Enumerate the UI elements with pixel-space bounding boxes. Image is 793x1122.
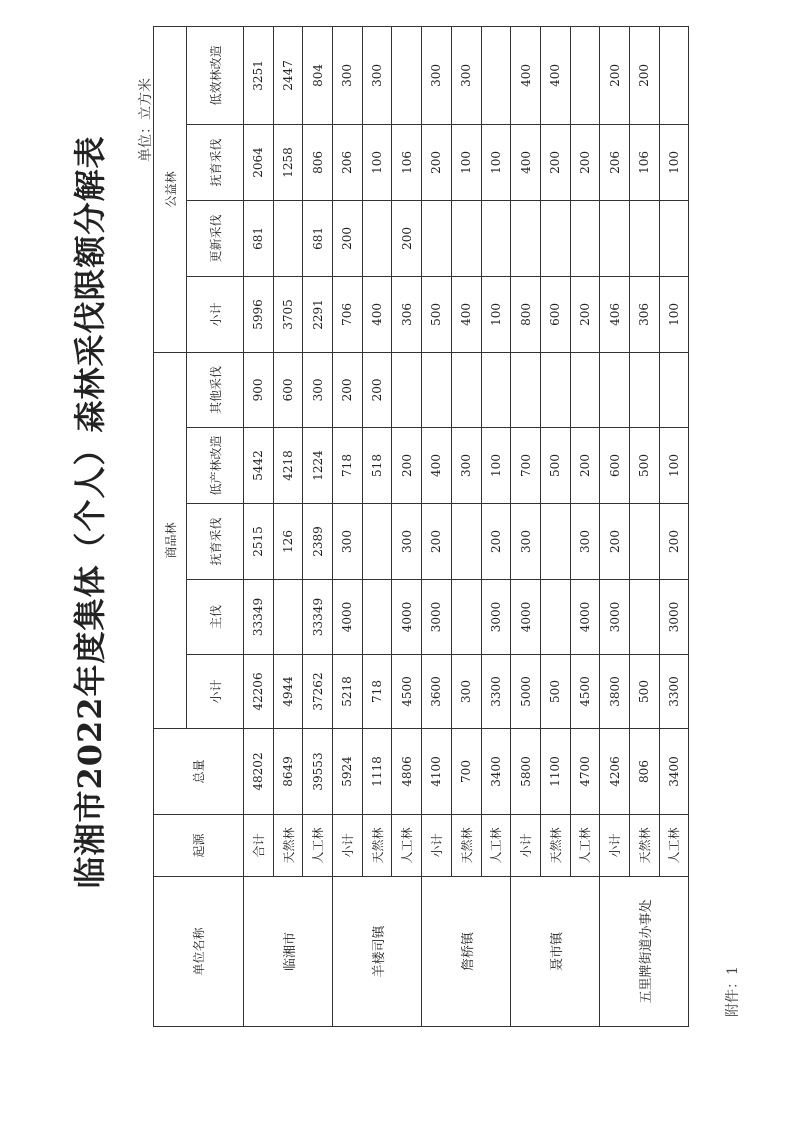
value-cell: 400 (362, 276, 392, 352)
origin-cell: 合计 (244, 815, 274, 877)
value-cell: 700 (451, 729, 481, 815)
value-cell: 33349 (303, 580, 333, 655)
value-cell: 2291 (303, 276, 333, 352)
value-cell: 200 (392, 200, 422, 276)
value-cell: 3300 (481, 655, 511, 729)
value-cell: 3251 (244, 26, 274, 124)
value-cell: 300 (451, 26, 481, 124)
value-cell: 306 (392, 276, 422, 352)
value-cell: 106 (629, 124, 659, 200)
value-cell: 300 (451, 428, 481, 504)
header-unit-name: 单位名称 (154, 877, 244, 1027)
value-cell: 4000 (392, 580, 422, 655)
value-cell (362, 200, 392, 276)
value-cell: 300 (333, 26, 363, 124)
unit-name-cell: 五里牌街道办事处 (600, 877, 689, 1027)
value-cell: 300 (333, 504, 363, 580)
value-cell: 3400 (481, 729, 511, 815)
value-cell: 3000 (422, 580, 452, 655)
value-cell: 3300 (659, 655, 689, 729)
value-cell: 200 (481, 504, 511, 580)
value-cell: 300 (362, 26, 392, 124)
value-cell: 8649 (273, 729, 303, 815)
value-cell: 3400 (659, 729, 689, 815)
value-cell: 400 (511, 124, 541, 200)
value-cell: 4806 (392, 729, 422, 815)
value-cell: 126 (273, 504, 303, 580)
value-cell: 804 (303, 26, 333, 124)
value-cell: 500 (422, 276, 452, 352)
value-cell (511, 200, 541, 276)
value-cell (540, 580, 570, 655)
header-public-subtotal: 小计 (187, 276, 244, 352)
value-cell: 2515 (244, 504, 274, 580)
value-cell (422, 200, 452, 276)
value-cell: 200 (570, 124, 600, 200)
value-cell: 200 (600, 26, 630, 124)
origin-cell: 人工林 (659, 815, 689, 877)
value-cell (422, 352, 452, 427)
page-title: 临湘市2022年度集体（个人）森林采伐限额分解表 (71, 135, 109, 889)
value-cell: 300 (570, 504, 600, 580)
value-cell: 600 (600, 428, 630, 504)
value-cell: 100 (451, 124, 481, 200)
header-other: 其他采伐 (187, 352, 244, 427)
value-cell: 681 (244, 200, 274, 276)
value-cell: 3800 (600, 655, 630, 729)
origin-cell: 天然林 (629, 815, 659, 877)
value-cell (451, 580, 481, 655)
value-cell: 100 (362, 124, 392, 200)
unit-name-cell: 临湘市 (244, 877, 333, 1027)
table-body (244, 26, 689, 1026)
value-cell (451, 504, 481, 580)
value-cell (273, 580, 303, 655)
header-low-yield: 低产林改造 (187, 428, 244, 504)
value-cell: 300 (392, 504, 422, 580)
value-cell: 4000 (333, 580, 363, 655)
value-cell: 100 (481, 124, 511, 200)
value-cell (362, 504, 392, 580)
value-cell: 4218 (273, 428, 303, 504)
value-cell: 4100 (422, 729, 452, 815)
value-cell: 4500 (392, 655, 422, 729)
origin-cell: 人工林 (392, 815, 422, 877)
value-cell (659, 352, 689, 427)
value-cell: 1224 (303, 428, 333, 504)
table-row (451, 26, 481, 1026)
origin-cell: 人工林 (481, 815, 511, 877)
value-cell (540, 200, 570, 276)
value-cell: 206 (600, 124, 630, 200)
value-cell: 200 (540, 124, 570, 200)
quota-table (153, 26, 689, 1027)
value-cell: 206 (333, 124, 363, 200)
header-total: 总量 (154, 729, 244, 815)
table-row (362, 26, 392, 1026)
origin-cell: 人工林 (303, 815, 333, 877)
value-cell: 200 (392, 428, 422, 504)
value-cell (570, 352, 600, 427)
value-cell (570, 200, 600, 276)
origin-cell: 天然林 (362, 815, 392, 877)
origin-cell: 天然林 (273, 815, 303, 877)
value-cell: 200 (422, 124, 452, 200)
value-cell (629, 352, 659, 427)
value-cell: 718 (362, 655, 392, 729)
header-public-tending: 抚育采伐 (187, 124, 244, 200)
value-cell: 1118 (362, 729, 392, 815)
value-cell: 718 (333, 428, 363, 504)
value-cell: 300 (422, 26, 452, 124)
value-cell (273, 200, 303, 276)
value-cell (659, 26, 689, 124)
value-cell (629, 580, 659, 655)
value-cell: 900 (244, 352, 274, 427)
value-cell: 100 (481, 276, 511, 352)
value-cell: 806 (629, 729, 659, 815)
value-cell (511, 352, 541, 427)
value-cell (481, 352, 511, 427)
value-cell: 306 (629, 276, 659, 352)
value-cell: 4700 (570, 729, 600, 815)
value-cell: 2389 (303, 504, 333, 580)
value-cell: 3705 (273, 276, 303, 352)
value-cell: 100 (659, 428, 689, 504)
value-cell: 200 (333, 200, 363, 276)
value-cell: 518 (362, 428, 392, 504)
value-cell: 500 (629, 655, 659, 729)
value-cell: 39553 (303, 729, 333, 815)
value-cell: 200 (600, 504, 630, 580)
table-row (422, 26, 452, 1026)
header-commercial: 商品林 (154, 352, 187, 728)
header-commercial-tending: 抚育采伐 (187, 504, 244, 580)
value-cell (451, 200, 481, 276)
value-cell: 3000 (600, 580, 630, 655)
value-cell: 4000 (511, 580, 541, 655)
value-cell: 4000 (570, 580, 600, 655)
value-cell: 200 (422, 504, 452, 580)
value-cell: 33349 (244, 580, 274, 655)
value-cell: 4500 (570, 655, 600, 729)
value-cell (659, 200, 689, 276)
table-row (333, 26, 363, 1026)
value-cell (629, 200, 659, 276)
value-cell (362, 580, 392, 655)
value-cell: 706 (333, 276, 363, 352)
value-cell: 3600 (422, 655, 452, 729)
table-row (273, 26, 303, 1026)
value-cell: 806 (303, 124, 333, 200)
value-cell: 500 (540, 655, 570, 729)
unit-label: 单位：立方米 (138, 78, 154, 162)
value-cell: 4206 (600, 729, 630, 815)
header-commercial-subtotal: 小计 (187, 655, 244, 729)
attachment-label: 附件：1 (725, 966, 741, 1017)
value-cell (392, 26, 422, 124)
table-row (540, 26, 570, 1026)
value-cell: 800 (511, 276, 541, 352)
value-cell (540, 352, 570, 427)
value-cell: 3000 (481, 580, 511, 655)
unit-name-cell: 羊楼司镇 (333, 877, 422, 1027)
header-renewal: 更新采伐 (187, 200, 244, 276)
value-cell (392, 352, 422, 427)
value-cell: 400 (511, 26, 541, 124)
value-cell (600, 200, 630, 276)
origin-cell: 天然林 (540, 815, 570, 877)
value-cell: 2447 (273, 26, 303, 124)
table-row (511, 26, 541, 1026)
value-cell: 200 (570, 276, 600, 352)
value-cell: 4944 (273, 655, 303, 729)
value-cell: 100 (659, 124, 689, 200)
value-cell: 700 (511, 428, 541, 504)
table-row (244, 26, 274, 1026)
value-cell: 300 (451, 655, 481, 729)
value-cell: 3000 (659, 580, 689, 655)
origin-cell: 人工林 (570, 815, 600, 877)
value-cell: 5924 (333, 729, 363, 815)
table-row (629, 26, 659, 1026)
value-cell: 200 (629, 26, 659, 124)
value-cell (570, 26, 600, 124)
value-cell: 681 (303, 200, 333, 276)
value-cell: 42206 (244, 655, 274, 729)
value-cell: 300 (303, 352, 333, 427)
value-cell (481, 26, 511, 124)
origin-cell: 小计 (600, 815, 630, 877)
value-cell: 200 (333, 352, 363, 427)
value-cell: 106 (392, 124, 422, 200)
value-cell: 37262 (303, 655, 333, 729)
table-row (481, 26, 511, 1026)
value-cell: 406 (600, 276, 630, 352)
origin-cell: 小计 (511, 815, 541, 877)
table-row (600, 26, 630, 1026)
table-row (659, 26, 689, 1026)
value-cell (451, 352, 481, 427)
value-cell (629, 504, 659, 580)
value-cell (540, 504, 570, 580)
value-cell: 500 (540, 428, 570, 504)
header-public: 公益林 (154, 26, 187, 352)
value-cell: 400 (451, 276, 481, 352)
value-cell: 100 (481, 428, 511, 504)
value-cell (600, 352, 630, 427)
value-cell: 400 (422, 428, 452, 504)
value-cell: 400 (540, 26, 570, 124)
header-low-efficiency: 低效林改造 (187, 26, 244, 124)
origin-cell: 小计 (333, 815, 363, 877)
value-cell: 1100 (540, 729, 570, 815)
value-cell: 200 (659, 504, 689, 580)
value-cell (481, 200, 511, 276)
value-cell: 500 (629, 428, 659, 504)
value-cell: 5218 (333, 655, 363, 729)
value-cell: 5442 (244, 428, 274, 504)
value-cell: 5800 (511, 729, 541, 815)
unit-name-cell: 聂市镇 (511, 877, 600, 1027)
value-cell: 100 (659, 276, 689, 352)
value-cell: 300 (511, 504, 541, 580)
table-row (303, 26, 333, 1026)
unit-name-cell: 詹桥镇 (422, 877, 511, 1027)
header-main-cut: 主伐 (187, 580, 244, 655)
value-cell: 200 (362, 352, 392, 427)
value-cell: 600 (273, 352, 303, 427)
header-origin: 起源 (154, 815, 244, 877)
value-cell: 48202 (244, 729, 274, 815)
value-cell: 200 (570, 428, 600, 504)
value-cell: 2064 (244, 124, 274, 200)
table-row (392, 26, 422, 1026)
origin-cell: 天然林 (451, 815, 481, 877)
value-cell: 600 (540, 276, 570, 352)
origin-cell: 小计 (422, 815, 452, 877)
table-row (570, 26, 600, 1026)
value-cell: 5000 (511, 655, 541, 729)
value-cell: 1258 (273, 124, 303, 200)
value-cell: 5996 (244, 276, 274, 352)
